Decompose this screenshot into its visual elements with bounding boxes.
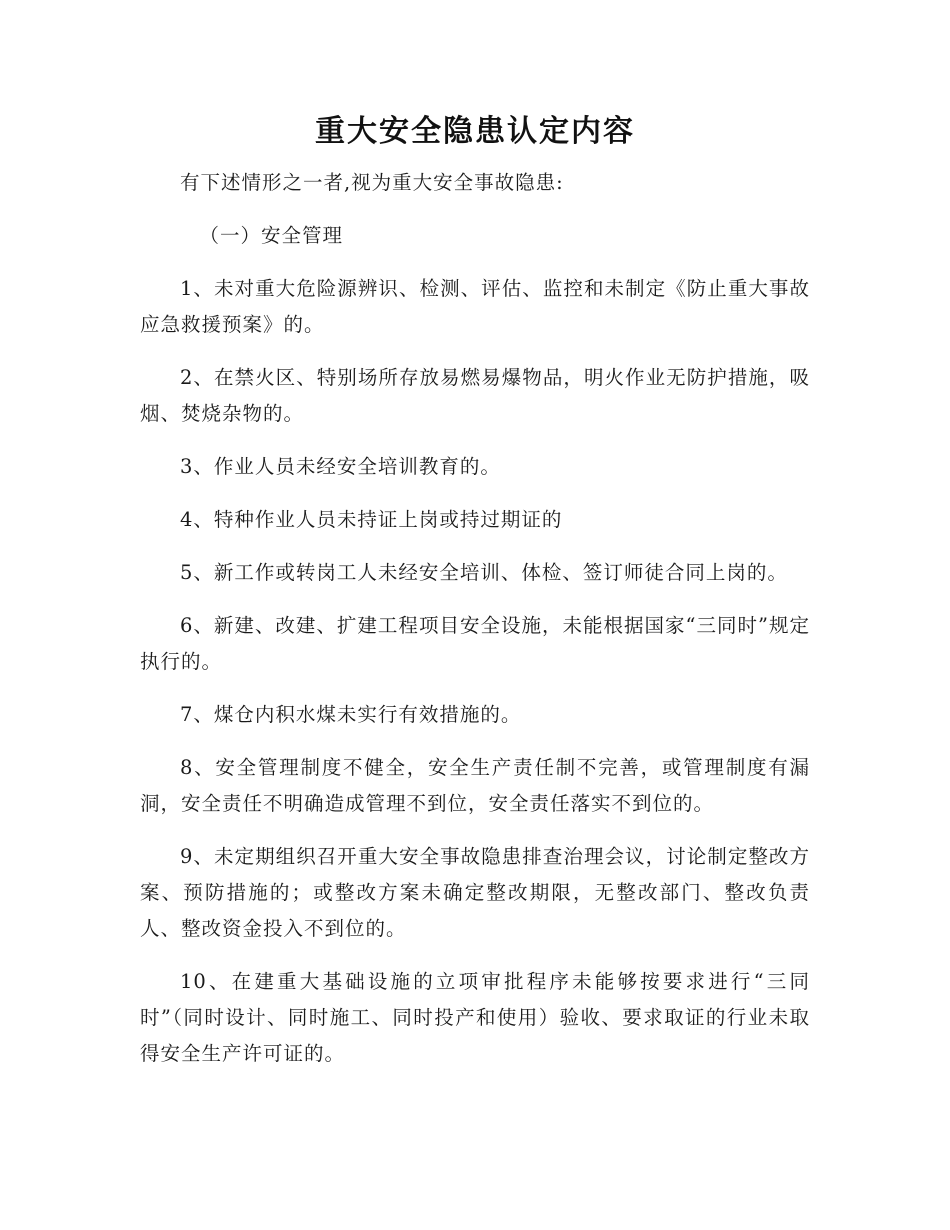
intro-paragraph: 有下述情形之一者,视为重大安全事故隐患: [179, 171, 564, 194]
list-item: 1、未对重大危险源辨识、检测、评估、监控和未制定《防止重大事故应急救援预案》的。 [140, 277, 810, 336]
list-item: 7、煤仓内积水煤未实行有效措施的。 [179, 703, 522, 726]
list-item: 3、作业人员未经安全培训教育的。 [179, 455, 501, 478]
section-heading: （一）安全管理 [199, 224, 343, 247]
list-item: 6、新建、改建、扩建工程项目安全设施，未能根据国家“三同时”规定执行的。 [140, 614, 810, 673]
document-body [140, 165, 810, 1089]
list-item: 9、未定期组织召开重大安全事故隐患排查治理会议，讨论制定整改方案、预防措施的；或整改方案未确定整改期限，无整改部门、整改负责人、整改资金投入不到位的。 [140, 845, 810, 940]
list-item: 4、特种作业人员未持证上岗或持过期证的 [179, 508, 563, 531]
document-title: 重大安全隐患认定内容 [315, 114, 635, 149]
list-item: 5、新工作或转岗工人未经安全培训、体检、签订师徒合同上岗的。 [179, 561, 788, 584]
list-item: 2、在禁火区、特别场所存放易燃易爆物品，明火作业无防护措施，吸烟、焚烧杂物的。 [140, 366, 810, 425]
list-item: 10、在建重大基础设施的立项审批程序未能够按要求进行“三同时”（同时设计、同时施工、同时投产和使用）验收、要求取证的行业未取得安全生产许可证的。 [140, 970, 810, 1065]
list-item: 8、安全管理制度不健全，安全生产责任制不完善，或管理制度有漏洞，安全责任不明确造成管理不到位，安全责任落实不到位的。 [140, 756, 810, 815]
